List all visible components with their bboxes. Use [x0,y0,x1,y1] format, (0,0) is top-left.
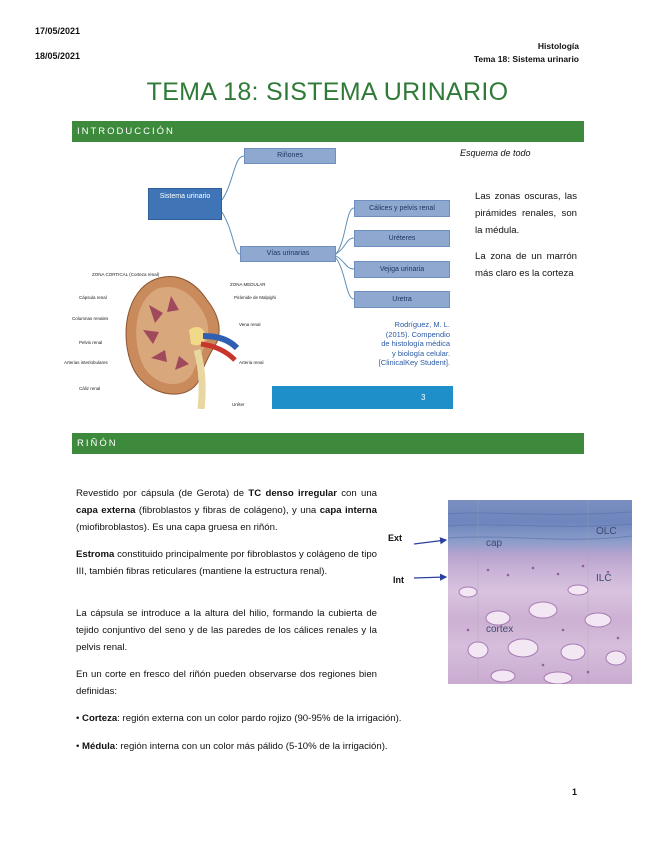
scheme-caption: Esquema de todo [460,148,531,158]
text-run: Revestido por cápsula (de Gerota) de [76,488,249,499]
text-run-bold: capa interna [319,505,377,516]
bullet-icon: • [76,713,83,724]
bullet-label: Médula [82,741,116,752]
scheme-citation [342,320,450,368]
kidney-label-pyramid: Pirámide de Malpighi [234,295,277,300]
scheme-leaf-ureters: Uréteres [354,230,450,247]
header-topic: Tema 18: Sistema urinario [473,54,579,64]
text-run: con una [336,488,377,499]
text-run-bold: capa externa [76,505,136,516]
micrograph-label-ext: Ext [388,533,403,543]
kidney-label-arteries: Arterias interlobulares [64,360,108,365]
kidney-label-calyx: Cáliz renal [79,386,101,391]
header-subject: Histología [537,41,579,51]
citation-line: y biología celular. [392,348,450,358]
bullet-icon: • [76,741,83,752]
kidney-illustration [119,270,269,409]
citation-line: [ClinicalKey Student]. [378,358,450,367]
date-1: 17/05/2021 [35,26,81,36]
section-bar-kidney: RIÑÓN [72,433,584,454]
scheme-branch-kidneys: Riñones [244,148,336,164]
scheme-leaf-calices: Cálices y pelvis renal [354,200,450,217]
text-run: (miofibroblastos). Es una capa gruesa en riñón. [76,522,278,533]
note-cortex: La zona de un marrón más claro es la corteza [475,251,577,279]
paragraph-hilum: La cápsula se introduce a la altura del hilio, formando la cubierta de tejido conjuntivo del seno y de las paredes de los cálices renales y la pelvis renal. [76,608,377,653]
kidney-label-renal-columns: Columnas renales [72,316,109,321]
bullet-medulla [76,738,476,755]
kidney-label-pelvis: Pelvis renal [79,340,103,345]
kidney-label-medullary-zone: ZONA MEDULAR [230,282,266,287]
bullet-text: : región interna con un color más pálido (5-10% de la irrigación). [115,741,388,752]
micrograph-label-ilc: ILC [596,573,612,584]
text-run: constituido principalmente por fibroblastos y colágeno de tipo III, también fibras reticulares (mantiene la estructura renal). [76,549,377,577]
kidney-label-ureter: Uréter [232,402,245,407]
kidney-label-capsule: Cápsula renal [79,295,107,300]
text-run: (fibroblastos y fibras de colágeno), y una [135,505,320,516]
note-medulla: Las zonas oscuras, las pirámides renales, son la médula. [475,191,577,236]
micrograph-label-olc: OLC [596,526,617,537]
kidney-label-renal-vein: Vena renal [239,322,261,327]
paragraph-capsule [76,485,377,536]
micrograph-label-cap: cap [486,538,503,549]
date-2: 18/05/2021 [35,51,81,61]
scheme-branch-urinary-tract: Vías urinarias [240,246,336,262]
citation-line: de histología médica [381,339,450,348]
page-number: 1 [572,787,578,797]
page-title: TEMA 18: SISTEMA URINARIO [146,78,509,106]
scheme-root-box: Sistema urinario [148,188,222,220]
citation-line: Rodríguez, M. L. [394,320,450,329]
micrograph-label-cortex: cortex [486,624,514,635]
kidney-label-cortical-zone: ZONA CORTICAL (Corteza renal) [92,272,160,277]
section-bar-intro: INTRODUCCIÓN [72,121,584,142]
micrograph-label-int: Int [393,575,404,585]
paragraph-regions: En un corte en fresco del riñón pueden observarse dos regiones bien definidas: [76,669,377,697]
paragraph-stroma [76,546,377,580]
bullet-label: Corteza [82,713,118,724]
scheme-leaf-bladder: Vejiga urinaria [354,261,450,278]
citation-line: (2015). Compendio [385,329,450,339]
scheme-leaf-urethra: Uretra [354,291,450,308]
slide-number: 3 [421,393,426,402]
micrograph-arrows [412,532,452,582]
kidney-label-renal-artery: Arteria renal [239,360,264,365]
bullet-cortex [76,710,476,727]
scheme-figure [64,142,453,409]
text-run-bold: TC denso irregular [248,488,337,499]
kidney-micrograph [448,500,632,684]
text-run-bold: Estroma [76,549,115,560]
bullet-text: : región externa con un color pardo rojizo (90-95% de la irrigación). [117,713,402,724]
